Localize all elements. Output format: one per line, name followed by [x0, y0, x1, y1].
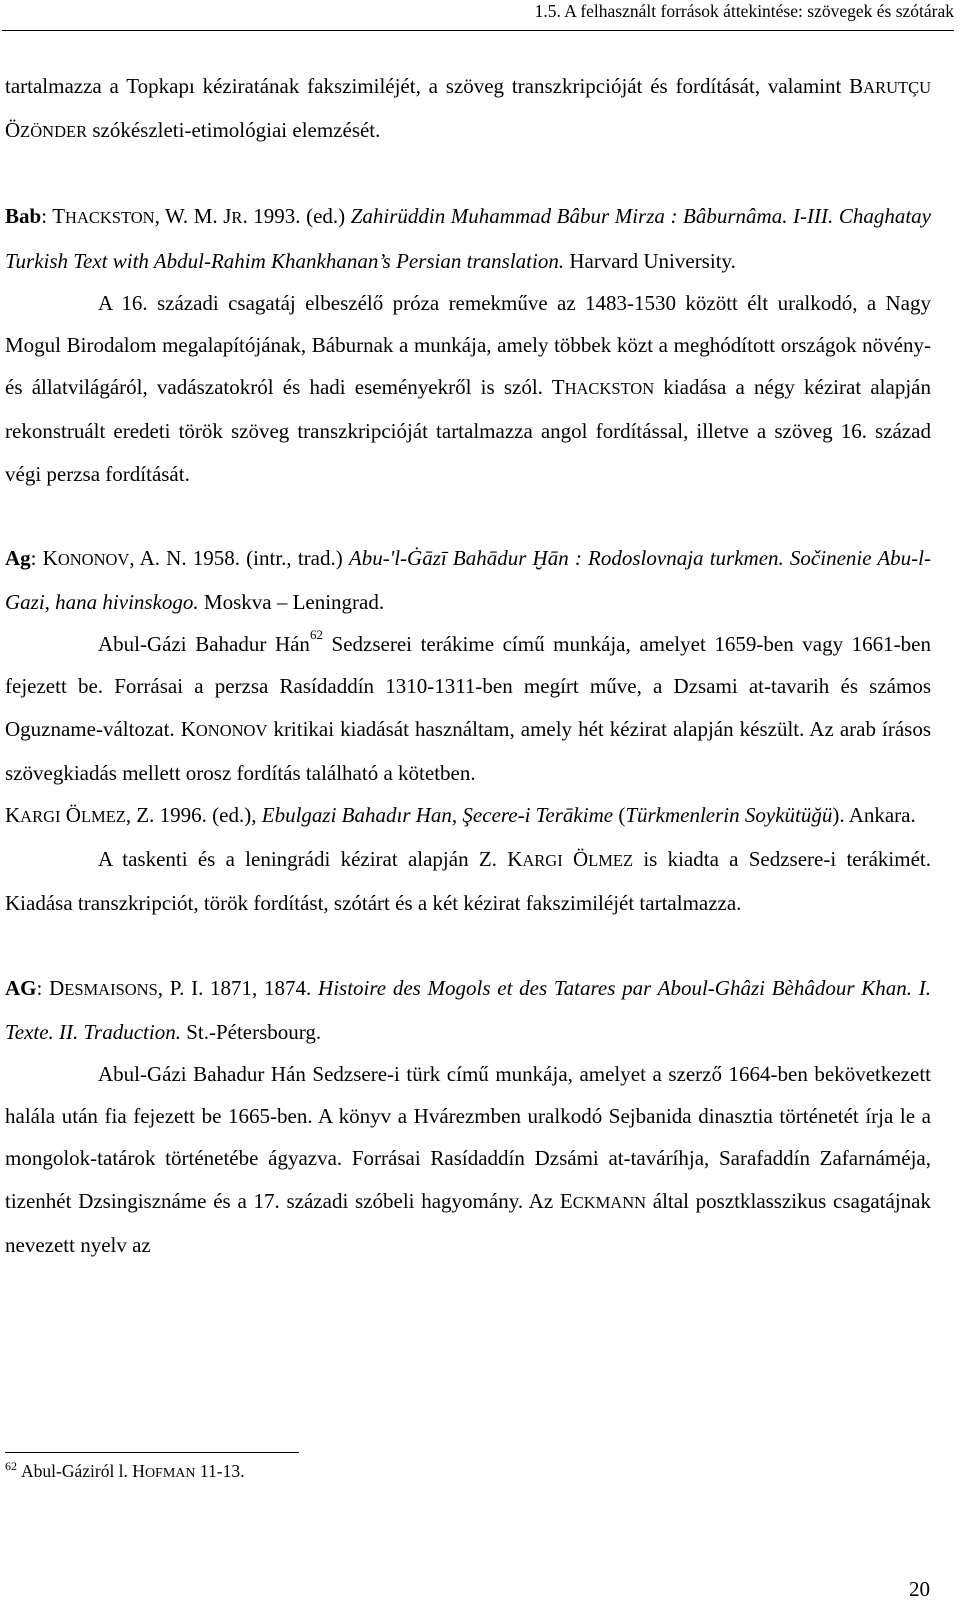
footnote: $^{62}$ Abul-Gáziról l. HOFMAN 11-13.: [5, 1459, 245, 1481]
entry-kargi-citation: KARGI ÖLMEZ, Z. 1996. (ed.), Ebulgazi Bahadır Han, Şecere-i Terākime (Türkmenlerin Soykütüğü). Ankara.: [5, 803, 916, 828]
body-text: [5, 65, 931, 1266]
footnote-reference[interactable]: 62: [309, 627, 323, 643]
footnote-rule: [5, 1452, 299, 1453]
footnote-number: 62: [5, 1459, 17, 1473]
entry-title: Türkmenlerin Soykütüğü: [625, 803, 833, 828]
entry-bab-citation: Bab: THACKSTON, W. M. JR. 1993. (ed.) Zahirüddin Muhammad Bâbur Mirza : Bâburnâma. I-III. Chaghatay Turkish Text with Abdul-Rahim Khankhanan’s Persian translation. Harvard University.: [5, 204, 931, 273]
entry-AG-description: Abul-Gázi Bahadur Hán Sedzsere-i türk című munkája, amelyet a szerző 1664-ben bekövetkezett halála után fia fejezett be 1665-ben. A könyv a Hvárezmben uralkodó Sejbanida dinasztia történetét írja le a mongolok-tatárok történetébe ágyazva. Forrásai Rasídaddín Dzsámi at-taváríhja, Sarafaddín Zafarnáméja, tizenhét Dzsingisznáme és a 17. századi szóbeli hagyomány. Az ECKMANN által posztklasszikus csagatájnak nevezett nyelv az: [5, 1062, 931, 1257]
paragraph-continuation: tartalmazza a Topkapı kéziratának fakszimiléjét, a szöveg transzkripcióját és fordítását, valamint BARUTÇU ÖZÖNDER szókészleti-etimológiai elemzését.: [5, 74, 931, 143]
entry-ag-description: Abul-Gázi Bahadur Hán$^{62}$ Sedzserei terákime című munkája, amelyet 1659-ben vagy 1661-ben fejezett be. Forrásai a perzsa Rasídaddín 1310-1311-ben megírt műve, a Dzsami at-tavarih és számos Oguzname-változat. KONONOV kritikai kiadását használtam, amely hét kézirat alapján készült. Az arab írásos szövegkiadás mellett orosz fordítás található a kötetben.: [5, 627, 931, 785]
header-rule: [2, 30, 954, 31]
entry-AG-citation: AG: DESMAISONS, P. I. 1871, 1874. Histoire des Mogols et des Tatares par Aboul-Ghâzi Bèhâdour Khan. I. Texte. II. Traduction. St.-Pétersbourg.: [5, 975, 931, 1044]
entry-abbreviation: AG: [5, 975, 37, 1000]
entry-abbreviation: Ag: [5, 545, 31, 570]
entry-kargi-description: A taskenti és a leningrádi kézirat alapján Z. KARGI ÖLMEZ is kiadta a Sedzsere-i terákimét. Kiadása transzkripciót, török fordítást, szótárt és a két kézirat fakszimiléjét tartalmazza.: [5, 847, 931, 916]
entry-title: Abu-'l-Ġāzī Bahādur Ḫān : Rodoslovnaja turkmen. Sočinenie Abu-l-Gazi, hana hivinskogo.: [5, 545, 931, 615]
entry-title: Histoire des Mogols et des Tatares par Aboul-Ghâzi Bèhâdour Khan. I. Texte. II. Traduction.: [5, 975, 931, 1044]
entry-abbreviation: Bab: [5, 204, 42, 229]
entry-ag-citation: Ag: KONONOV, A. N. 1958. (intr., trad.) Abu-'l-Ġāzī Bahādur Ḫān : Rodoslovnaja turkmen. Sočinenie Abu-l-Gazi, hana hivinskogo. Moskva – Leningrad.: [5, 545, 931, 615]
entry-title: Zahirüddin Muhammad Bâbur Mirza : Bâburnâma. I-III. Chaghatay Turkish Text with Abdul-Rahim Khankhanan’s Persian translation.: [5, 204, 931, 273]
entry-title: Ebulgazi Bahadır Han: [261, 803, 452, 828]
entry-title: Şecere-i Terākime: [462, 803, 614, 828]
page-number: 20: [909, 1577, 930, 1601]
running-header: 1.5. A felhasznált források áttekintése: szövegek és szótárak: [534, 1, 954, 21]
entry-bab-description: A 16. századi csagatáj elbeszélő próza remekműve az 1483-1530 között élt uralkodó, a Nagy Mogul Birodalom megalapítójának, Báburnak a munkája, amely többek közt a meghódított országok növény- és állatvilágáról, vadászatokról és hadi eseményekről is szól. THACKSTON kiadása a négy kézirat alapján rekonstruált eredeti török szöveg transzkripcióját tartalmazza angol fordítással, illetve a szöveg 16. század végi perzsa fordítását.: [5, 290, 931, 486]
